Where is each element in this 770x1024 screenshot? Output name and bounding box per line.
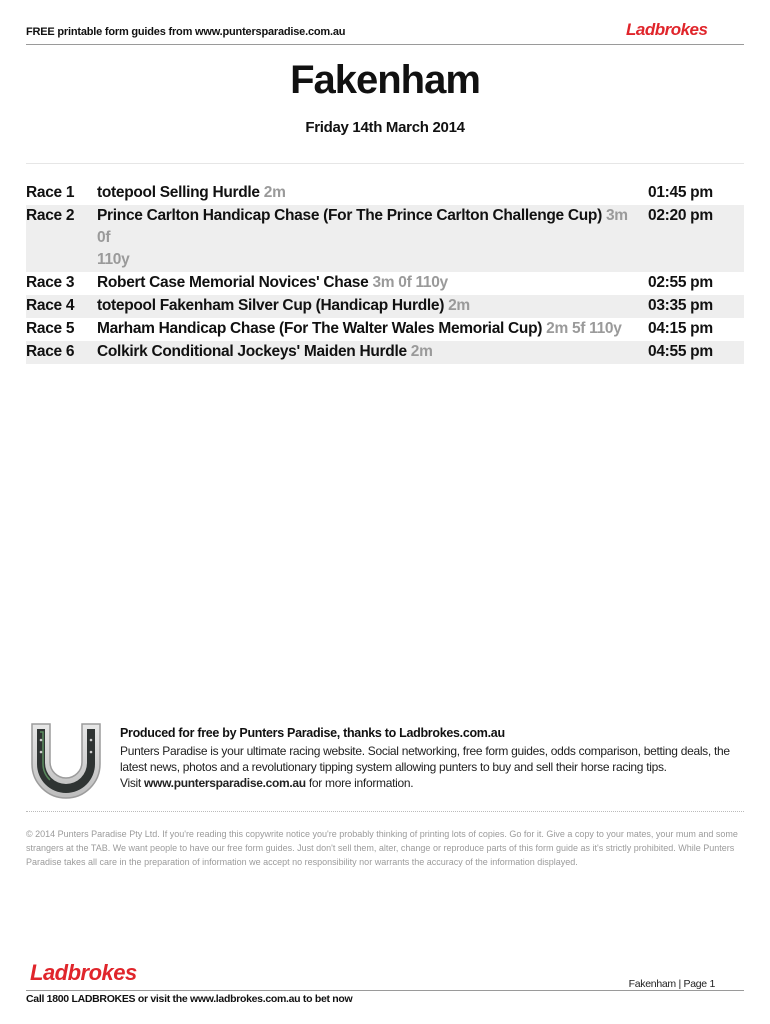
- race-name: Colkirk Conditional Jockeys' Maiden Hurdle 2m: [97, 343, 433, 360]
- race-distance-cont: 110y: [97, 251, 130, 268]
- race-number: Race 1: [26, 184, 75, 201]
- race-row: [26, 295, 744, 318]
- race-time: 02:20 pm: [648, 207, 713, 224]
- race-number: Race 3: [26, 274, 75, 291]
- race-row: [26, 182, 744, 205]
- race-name: totepool Selling Hurdle 2m: [97, 184, 286, 201]
- meeting-title: Fakenham: [290, 58, 480, 102]
- top-note: FREE printable form guides from www.puntersparadise.com.au: [26, 26, 346, 38]
- page-info: Fakenham | Page 1: [628, 978, 715, 990]
- race-number: Race 5: [26, 320, 75, 337]
- horseshoe-icon: [26, 718, 106, 802]
- race-row: [26, 272, 744, 295]
- title-divider: [26, 163, 744, 164]
- race-list: [26, 182, 744, 364]
- header-rule: [26, 44, 744, 45]
- race-time: 01:45 pm: [648, 184, 713, 201]
- produced-title: Produced for free by Punters Paradise, thanks to Ladbrokes.com.au: [120, 726, 505, 740]
- race-row: [26, 341, 744, 364]
- footer-rule: [26, 990, 744, 991]
- race-distance: 3m 0f: [97, 207, 628, 246]
- punters-paradise-link[interactable]: www.puntersparadise.com.au: [144, 776, 306, 790]
- race-name: Marham Handicap Chase (For The Walter Wales Memorial Cup) 2m 5f 110y: [97, 320, 622, 337]
- race-distance: 2m: [410, 343, 433, 360]
- race-name: totepool Fakenham Silver Cup (Handicap Hurdle) 2m: [97, 297, 470, 314]
- race-time: 03:35 pm: [648, 297, 713, 314]
- race-time: 02:55 pm: [648, 274, 713, 291]
- race-name: Robert Case Memorial Novices' Chase 3m 0f 110y: [97, 274, 448, 291]
- ladbrokes-logo-bottom[interactable]: Ladbrokes: [30, 960, 137, 985]
- race-distance: 2m: [448, 297, 470, 314]
- race-number: Race 4: [26, 297, 75, 314]
- ladbrokes-logo-top[interactable]: Ladbrokes: [626, 20, 708, 39]
- race-row: [26, 318, 744, 341]
- race-row: [26, 205, 744, 272]
- race-distance: 2m: [263, 184, 286, 201]
- meeting-date: Friday 14th March 2014: [305, 119, 465, 136]
- race-number: Race 2: [26, 207, 75, 224]
- footer-dotted-rule: [26, 811, 744, 812]
- call-to-action: Call 1800 LADBROKES or visit the www.ladbrokes.com.au to bet now: [26, 993, 353, 1005]
- race-time: 04:15 pm: [648, 320, 713, 337]
- race-number: Race 6: [26, 343, 75, 360]
- race-time: 04:55 pm: [648, 343, 713, 360]
- race-distance: 2m 5f 110y: [546, 320, 622, 337]
- race-name: Prince Carlton Handicap Chase (For The Prince Carlton Challenge Cup) 3m 0f 110y: [97, 207, 628, 268]
- race-distance: 3m 0f 110y: [372, 274, 448, 291]
- copyright-notice: © 2014 Punters Paradise Pty Ltd. If you're reading this copywrite notice you're probably thinking of printing lots of copies. Go for it. Give a copy to your mates, your mum and some strangers at the TAB. We want people to have our free form guides. Just don't sell them, alter, change or reproduce parts of this form guide as it's strictly prohibited. While Punters Paradise takes all care in the preparation of information we accept no responsibility nor warrants the accuracy of the information displayed.: [26, 829, 738, 867]
- produced-body: Punters Paradise is your ultimate racing website. Social networking, free form guides, odds comparison, betting deals, the latest news, photos and a revolutionary tipping system allowing punters to buy and sell their horse racing tips. Visit www.puntersparadise.com.au for more information.: [120, 744, 730, 790]
